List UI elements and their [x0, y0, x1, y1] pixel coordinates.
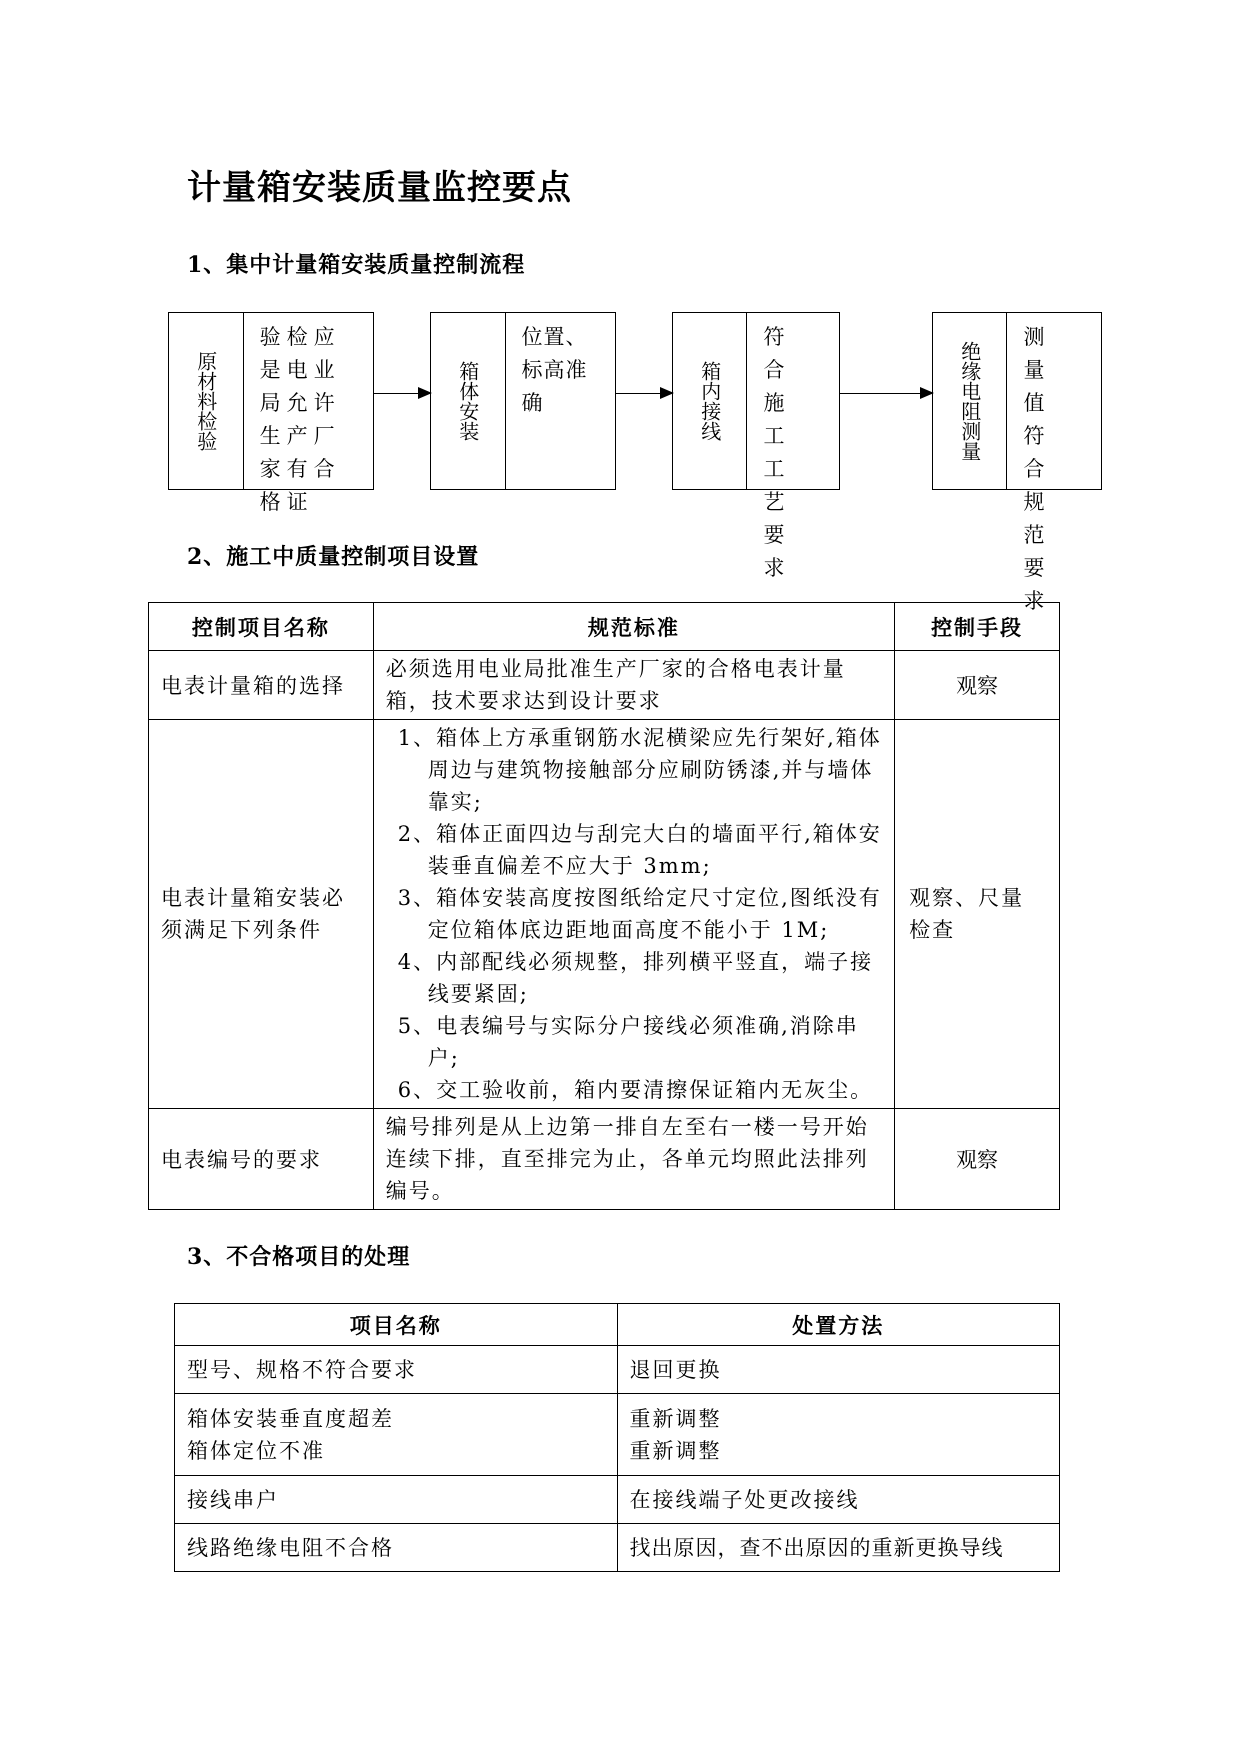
flow-arrow — [616, 393, 672, 394]
header-item-name: 控制项目名称 — [149, 603, 374, 651]
row-standard: 必须选用电业局批准生产厂家的合格电表计量箱，技术要求达到设计要求 — [373, 651, 894, 720]
table-header-row — [149, 603, 1060, 651]
row-method: 退回更换 — [617, 1346, 1060, 1394]
table-row — [149, 651, 1060, 720]
section1-heading: 1、集中计量箱安装质量控制流程 — [187, 252, 526, 278]
header-method: 控制手段 — [895, 603, 1060, 651]
flow-step-insulation-measurement — [932, 312, 1102, 613]
table-header-row — [175, 1304, 1060, 1346]
row-name: 接线串户 — [175, 1476, 618, 1524]
flow-step-material-inspection — [168, 312, 374, 514]
flow-step-desc: 验检应是电业局允许生产厂家有合格证 — [259, 325, 341, 514]
table-row — [149, 720, 1060, 1109]
row-method: 观察 — [895, 1109, 1060, 1210]
flow-step-label: 箱体安装 — [455, 361, 480, 441]
list-item: 6、交工验收前，箱内要清擦保证箱内无灰尘。 — [397, 1078, 874, 1102]
flow-arrow — [374, 393, 430, 394]
table-row — [175, 1524, 1060, 1572]
list-item: 2、箱体正面四边与刮完大白的墙面平行,箱体安装垂直偏差不应大于 3mm; — [397, 822, 882, 878]
row-method: 重新调整 重新调整 — [617, 1394, 1060, 1476]
section2-heading: 2、施工中质量控制项目设置 — [187, 544, 480, 570]
flow-arrow — [840, 393, 932, 394]
flow-step-label: 绝缘电阻测量 — [957, 341, 982, 461]
row-name: 电表编号的要求 — [149, 1109, 374, 1210]
flow-step-internal-wiring — [672, 312, 840, 580]
list-item: 1、箱体上方承重钢筋水泥横梁应先行架好,箱体周边与建筑物接触部分应刷防锈漆,并与墙体靠实; — [397, 726, 882, 814]
row-method: 观察 — [895, 651, 1060, 720]
flow-step-label: 原材料检验 — [193, 351, 218, 451]
list-item: 3、箱体安装高度按图纸给定尺寸定位,图纸没有定位箱体底边距地面高度不能小于 1M; — [397, 886, 882, 942]
flow-step-label: 箱内接线 — [697, 361, 722, 441]
table-row — [149, 1109, 1060, 1210]
row-method: 找出原因，查不出原因的重新更换导线 — [617, 1524, 1060, 1572]
table-row — [175, 1346, 1060, 1394]
quality-control-table — [148, 602, 1060, 1210]
header-handling-method: 处置方法 — [617, 1304, 1060, 1346]
list-item: 4、内部配线必须规整，排列横平竖直，端子接线要紧固; — [397, 950, 874, 1006]
list-item: 5、电表编号与实际分户接线必须准确,消除串户; — [397, 1014, 859, 1070]
flow-step-box-installation — [430, 312, 616, 490]
flow-step-desc: 位置、标高准确 — [521, 325, 588, 415]
flow-step-desc: 符合施工工艺要求 — [763, 325, 799, 580]
section3-heading: 3、不合格项目的处理 — [187, 1244, 411, 1270]
row-method: 观察、尺量检查 — [895, 720, 1060, 1109]
table-row — [175, 1394, 1060, 1476]
header-standard: 规范标准 — [373, 603, 894, 651]
page-title: 计量箱安装质量监控要点 — [187, 168, 572, 208]
nonconformity-table — [174, 1303, 1060, 1572]
flow-step-desc: 测量值符合规范要求 — [1023, 325, 1059, 613]
row-name: 线路绝缘电阻不合格 — [175, 1524, 618, 1572]
row-name: 箱体安装垂直度超差 箱体定位不准 — [175, 1394, 618, 1476]
header-item-name: 项目名称 — [175, 1304, 618, 1346]
row-name: 电表计量箱的选择 — [149, 651, 374, 720]
row-method: 在接线端子处更改接线 — [617, 1476, 1060, 1524]
row-name: 型号、规格不符合要求 — [175, 1346, 618, 1394]
table-row — [175, 1476, 1060, 1524]
row-standard-list — [373, 720, 894, 1109]
row-standard: 编号排列是从上边第一排自左至右一楼一号开始连续下排，直至排完为止，各单元均照此法排列编号。 — [373, 1109, 894, 1210]
row-name: 电表计量箱安装必须满足下列条件 — [149, 720, 374, 1109]
